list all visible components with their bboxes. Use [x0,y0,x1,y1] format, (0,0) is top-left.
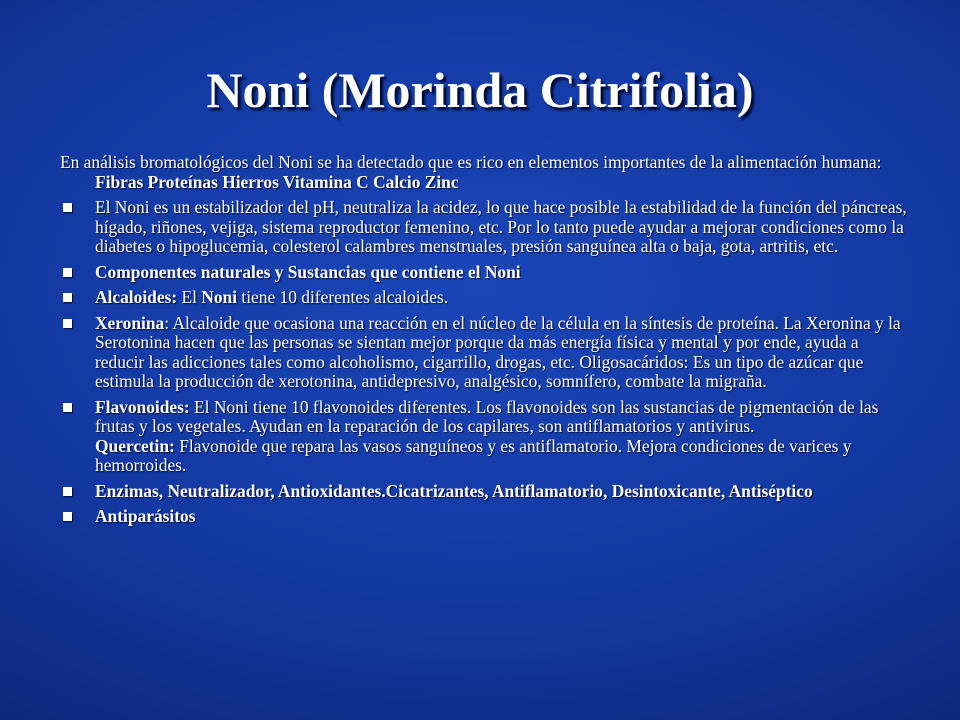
list-item-alcaloides [60,288,910,308]
intro-nutrients: Fibras Proteínas Hierros Vitamina C Calcio Zinc [95,171,459,192]
list-item-enzimas [60,482,910,502]
intro-text: En análisis bromatológicos del Noni se ha detectado que es rico en elementos importantes de la alimentación humana: [60,152,882,172]
square-bullet-icon [63,293,72,302]
square-bullet-icon [63,487,72,496]
list-item-ph [60,198,910,257]
list-item-antiparasitos [60,507,910,527]
item-label: Xeronina [95,312,165,333]
bullet-list [60,198,910,527]
square-bullet-icon [63,403,72,412]
square-bullet-icon [63,203,72,212]
item-emphasis: Noni [201,287,238,307]
item-text: El [177,287,202,307]
item-heading: Antiparásitos [95,506,196,526]
list-item-xeronina [60,314,910,392]
slide-content [60,153,910,533]
list-item-componentes [60,263,910,283]
item-text: El Noni es un estabilizador del pH, neutraliza la acidez, lo que hace posible la estabilidad de la función del páncreas, hígado, riñones, vejiga, sistema reproductor femenino, etc. Por lo tanto puede ayudar a mejorar condiciones como la diabetes o hipoglucemia, colesterol calambres menstruales, presión sanguínea alta o baja, gota, artritis, etc. [95,197,907,256]
slide-title: Noni (Morinda Citrifolia) [206,62,754,118]
item-text: tiene 10 diferentes alcaloides. [237,287,449,307]
item-text: El Noni tiene 10 flavonoides diferentes. Los flavonoides son las sustancias de pigmentación de las frutas y los vegetales. Ayudan en la reparación de los capilares, son antiflamatorios y antivirus. [95,396,879,436]
list-item-flavonoides [60,398,910,476]
item-text: : Alcaloide que ocasiona una reacción en el núcleo de la célula en la síntesis de proteína. La Xeronina y la Serotonina hacen que las personas se sientan mejor porque da más energía física y mental y por ende, ayuda a reducir las adicciones tales como alcoholismo, cigarrillo, drogas, etc. Oligosacáridos: Es un tipo de azúcar que estimula la producción de xerotonina, antidepresivo, analgésico, somnífero, combate la migraña. [95,312,901,391]
item-label: Flavonoides: [95,396,190,417]
square-bullet-icon [63,512,72,521]
intro-paragraph [60,153,910,192]
item-label: Alcaloides: [95,287,178,307]
item-heading: Enzimas, Neutralizador, Antioxidantes.Cicatrizantes, Antiflamatorio, Desintoxicante, Antiséptico [95,480,813,501]
square-bullet-icon [63,268,72,277]
item-text: Flavonoide que repara las vasos sanguíneos y es antiflamatorio. Mejora condiciones de varices y hemorroides. [95,435,852,475]
item-label: Quercetin: [95,435,175,456]
square-bullet-icon [63,319,72,328]
item-heading: Componentes naturales y Sustancias que contiene el Noni [95,261,521,282]
